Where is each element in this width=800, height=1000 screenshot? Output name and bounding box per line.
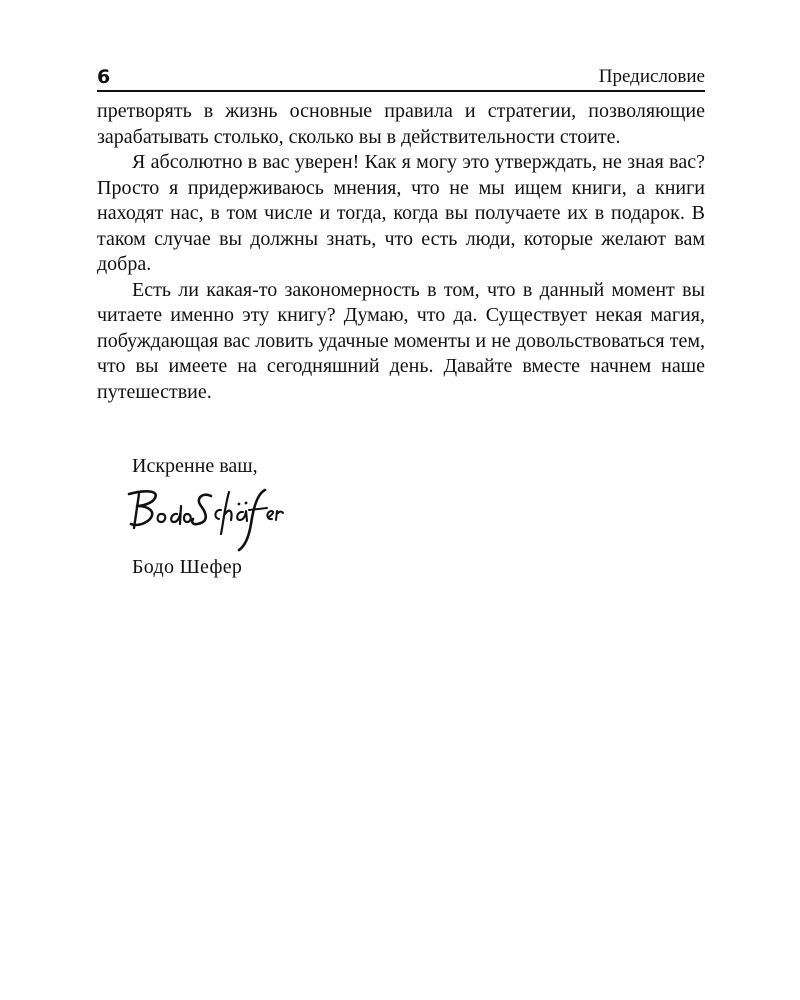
running-head: Предисловие bbox=[598, 66, 705, 87]
paragraph-3: Есть ли какая-то закономерность в том, что в данный момент вы читаете именно эту книгу? Думаю, что да. Существует некая магия, побуждающая вас ловить удачные моменты и не довольствоваться тем, что вы имеете на сегодняшний день. Давайте вместе начнем наше путешествие. bbox=[97, 278, 705, 403]
page-header bbox=[97, 66, 705, 92]
author-name: Бодо Шефер bbox=[132, 556, 243, 578]
paragraph-2: Я абсолютно в вас уверен! Как я могу это утверждать, не зная вас? Просто я придерживаюсь мнения, что не мы ищем книги, а книги находят нас, в том числе и тогда, когда вы получаете их в подарок. В таком случае вы должны знать, что есть люди, которые желают вам добра. bbox=[97, 151, 705, 275]
closing-salutation: Искренне ваш, bbox=[132, 455, 258, 477]
body-text bbox=[97, 99, 705, 405]
page-number: 6 bbox=[97, 66, 111, 88]
paragraph-1: претворять в жизнь основные правила и стратегии, позволяющие зарабатывать столько, сколько вы в действительности стоите. bbox=[97, 100, 705, 148]
signature-image bbox=[125, 484, 290, 554]
